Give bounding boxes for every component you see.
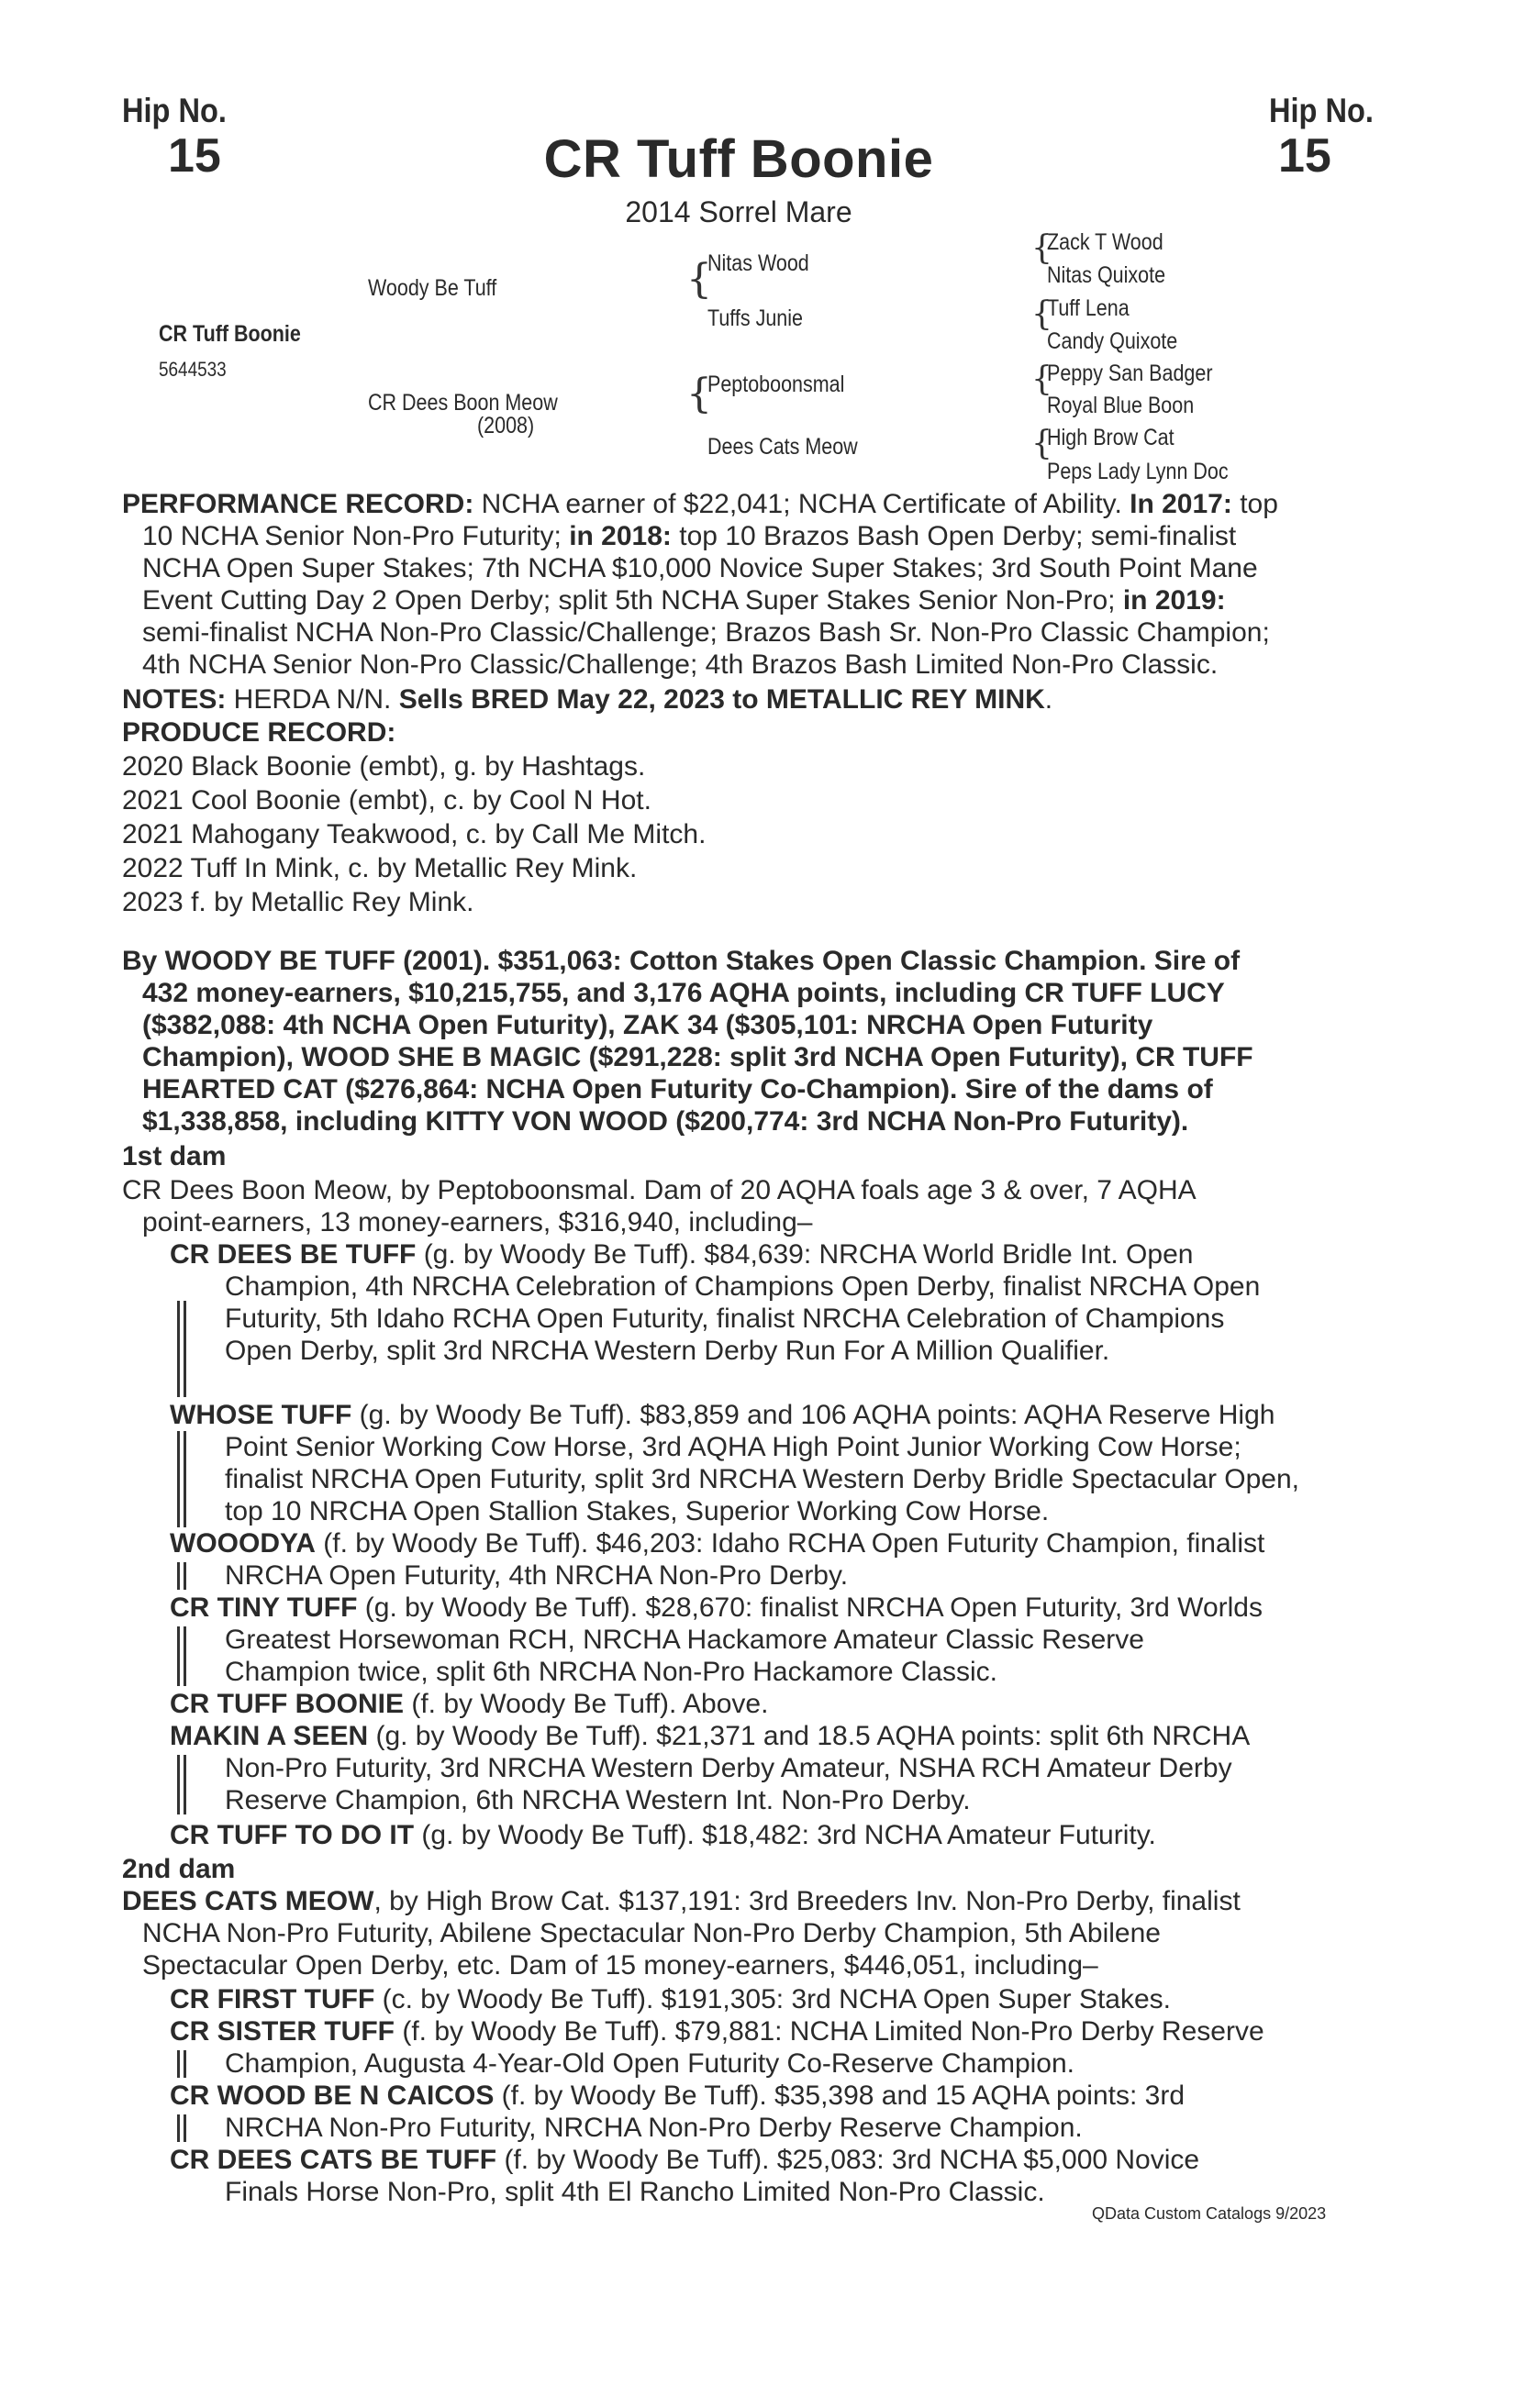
- produce-item: 2020 Black Boonie (embt), g. by Hashtags.: [122, 751, 646, 782]
- pedigree-g5: Peppy San Badger: [1047, 361, 1213, 386]
- foal-record: (g. by Woody Be Tuff). $21,371 and 18.5 AQHA points: split 6th NRCHA: [368, 1721, 1251, 1751]
- foal-name: CR SISTER TUFF: [170, 2016, 395, 2047]
- record-bar: [177, 1755, 180, 1814]
- second-dam-intro: NCHA Non-Pro Futurity, Abilene Spectacular Non-Pro Derby Champion, 5th Abilene: [142, 1918, 1161, 1948]
- foal-record: Futurity, 5th Idaho RCHA Open Futurity, finalist NRCHA Celebration of Champions: [225, 1304, 1225, 1334]
- year-label: In 2017:: [1130, 489, 1232, 519]
- record-bar: [184, 2050, 186, 2078]
- first-dam-intro: point-earners, 13 money-earners, $316,940, including–: [142, 1207, 813, 1237]
- foal-record: (f. by Woody Be Tuff). $35,398 and 15 AQHA points: 3rd: [494, 2081, 1186, 2111]
- record-bar: [177, 1626, 180, 1686]
- hip-label-right: Hip No.: [1269, 92, 1374, 129]
- performance-text: top 10 Brazos Bash Open Derby; semi-finalist: [671, 521, 1237, 551]
- performance-text: Event Cutting Day 2 Open Derby; split 5th NCHA Super Stakes Senior Non-Pro;: [142, 585, 1123, 616]
- bracket-g2: {: [1031, 295, 1052, 333]
- second-dam-name: DEES CATS MEOW: [122, 1886, 374, 1916]
- record-bar: [184, 1626, 186, 1686]
- foal-record: (g. by Woody Be Tuff). $84,639: NRCHA World Bridle Int. Open: [416, 1239, 1194, 1270]
- second-dam-intro: [122, 1885, 1241, 1917]
- sire-summary-line: ($382,088: 4th NCHA Open Futurity), ZAK 34 ($305,101: NRCHA Open Futurity: [142, 1010, 1153, 1040]
- catalog-footer: QData Custom Catalogs 9/2023: [1092, 2204, 1327, 2223]
- hip-number-right: 15: [1278, 129, 1331, 183]
- foal-record: NRCHA Non-Pro Futurity, NRCHA Non-Pro Derby Reserve Champion.: [225, 2113, 1083, 2143]
- foal-name: CR FIRST TUFF: [170, 1984, 375, 2014]
- sire-summary-line: By WOODY BE TUFF (2001). $351,063: Cotton Stakes Open Classic Champion. Sire of: [122, 946, 1241, 976]
- foal-name: CR TUFF TO DO IT: [170, 1820, 415, 1850]
- performance-text: top: [1231, 489, 1278, 519]
- foal-name: WHOSE TUFF: [170, 1400, 352, 1430]
- bracket-g4: {: [1031, 425, 1052, 462]
- foal-name: CR WOOD BE N CAICOS: [170, 2081, 495, 2111]
- pedigree-sire-dam: Tuffs Junie: [707, 305, 803, 331]
- pedigree-dam-dam: Dees Cats Meow: [707, 434, 858, 460]
- hip-label-left: Hip No.: [122, 92, 227, 129]
- performance-label: PERFORMANCE RECORD:: [122, 489, 474, 519]
- performance-text: NCHA earner of $22,041; NCHA Certificate of Ability.: [473, 489, 1130, 519]
- pedigree-g7: High Brow Cat: [1047, 425, 1174, 450]
- second-dam-intro: Spectacular Open Derby, etc. Dam of 15 money-earners, $446,051, including–: [142, 1950, 1098, 1981]
- foal-entry: [170, 1399, 1275, 1431]
- year-label: in 2018:: [569, 521, 672, 551]
- produce-item: 2023 f. by Metallic Rey Mink.: [122, 887, 474, 917]
- record-bar: [184, 2114, 186, 2142]
- pedigree-g4: Candy Quixote: [1047, 328, 1178, 354]
- sire-summary-line: 432 money-earners, $10,215,755, and 3,176 AQHA points, including CR TUFF LUCY: [142, 978, 1225, 1008]
- foal-record: Open Derby, split 3rd NRCHA Western Derby Run For A Million Qualifier.: [225, 1336, 1110, 1366]
- produce-item: 2021 Mahogany Teakwood, c. by Call Me Mitch.: [122, 819, 707, 849]
- pedigree-g2: Nitas Quixote: [1047, 262, 1166, 288]
- record-bar: [177, 1301, 180, 1397]
- foal-entry: [170, 1720, 1250, 1752]
- record-bar: [177, 2050, 180, 2078]
- foal-record: NRCHA Open Futurity, 4th NRCHA Non-Pro Derby.: [225, 1560, 849, 1591]
- foal-entry: [170, 1592, 1263, 1624]
- sire-summary-line: Champion), WOOD SHE B MAGIC ($291,228: split 3rd NCHA Open Futurity), CR TUFF: [142, 1042, 1253, 1072]
- hip-number-left: 15: [168, 129, 221, 183]
- foal-record: (c. by Woody Be Tuff). $191,305: 3rd NCHA Open Super Stakes.: [374, 1984, 1171, 2014]
- foal-record: (g. by Woody Be Tuff). $18,482: 3rd NCHA Amateur Futurity.: [414, 1820, 1156, 1850]
- pedigree-dam: CR Dees Boon Meow: [368, 390, 558, 416]
- notes-end: .: [1044, 684, 1053, 715]
- foal-record: Champion, Augusta 4-Year-Old Open Futurity Co-Reserve Champion.: [225, 2048, 1075, 2079]
- pedigree-horse: CR Tuff Boonie: [159, 321, 301, 347]
- foal-record: (g. by Woody Be Tuff). $28,670: finalist NRCHA Open Futurity, 3rd Worlds: [357, 1592, 1263, 1623]
- foal-record: Champion twice, split 6th NRCHA Non-Pro Hackamore Classic.: [225, 1657, 997, 1687]
- record-bar: [184, 1562, 186, 1590]
- foal-entry: [170, 1688, 768, 1720]
- pedigree-sire: Woody Be Tuff: [368, 275, 497, 301]
- pedigree-g8: Peps Lady Lynn Doc: [1047, 459, 1229, 484]
- foal-name: MAKIN A SEEN: [170, 1721, 369, 1751]
- foal-record: (f. by Woody Be Tuff). $46,203: Idaho RCHA Open Futurity Champion, finalist: [315, 1528, 1265, 1559]
- performance-text: 4th NCHA Senior Non-Pro Classic/Challenge; 4th Brazos Bash Limited Non-Pro Classic.: [142, 649, 1219, 680]
- foal-record: (g. by Woody Be Tuff). $83,859 and 106 AQHA points: AQHA Reserve High: [351, 1400, 1275, 1430]
- foal-record: finalist NRCHA Open Futurity, split 3rd NRCHA Western Derby Bridle Spectacular Open,: [225, 1464, 1299, 1494]
- pedigree-g6: Royal Blue Boon: [1047, 393, 1195, 418]
- pedigree-dam-sire: Peptoboonsmal: [707, 372, 845, 397]
- foal-record: (f. by Woody Be Tuff). $25,083: 3rd NCHA $5,000 Novice: [496, 2145, 1200, 2175]
- record-bar: [177, 1431, 180, 1527]
- foal-entry: [170, 1527, 1264, 1559]
- foal-entry: [170, 2144, 1199, 2176]
- second-dam-text: , by High Brow Cat. $137,191: 3rd Breeders Inv. Non-Pro Derby, finalist: [373, 1886, 1241, 1916]
- foal-name: CR DEES BE TUFF: [170, 1239, 417, 1270]
- sire-summary-line: $1,338,858, including KITTY VON WOOD ($200,774: 3rd NCHA Non-Pro Futurity).: [142, 1106, 1189, 1137]
- foal-entry: [170, 1983, 1171, 2015]
- foal-record: Reserve Champion, 6th NRCHA Western Int. Non-Pro Derby.: [225, 1785, 971, 1815]
- produce-item: 2022 Tuff In Mink, c. by Metallic Rey Mink.: [122, 853, 638, 883]
- foal-record: top 10 NRCHA Open Stallion Stakes, Superior Working Cow Horse.: [225, 1496, 1050, 1526]
- foal-record: (f. by Woody Be Tuff). $79,881: NCHA Limited Non-Pro Derby Reserve: [395, 2016, 1264, 2047]
- pedigree-g1: Zack T Wood: [1047, 229, 1163, 255]
- horse-name-title: CR Tuff Boonie: [543, 129, 934, 189]
- foal-record: (f. by Woody Be Tuff). Above.: [404, 1689, 769, 1719]
- performance-text: NCHA Open Super Stakes; 7th NCHA $10,000 Novice Super Stakes; 3rd South Point Mane: [142, 553, 1258, 583]
- notes-text: HERDA N/N.: [226, 684, 399, 715]
- produce-label: PRODUCE RECORD:: [122, 717, 396, 748]
- produce-item: 2021 Cool Boonie (embt), c. by Cool N Hot.: [122, 785, 651, 816]
- year-label: in 2019:: [1122, 585, 1226, 616]
- foal-entry: [170, 2080, 1185, 2112]
- record-bar: [184, 1755, 186, 1814]
- notes: [122, 683, 1052, 716]
- bracket-dam: {: [686, 371, 712, 417]
- foal-entry: [170, 1238, 1193, 1271]
- bracket-g3: {: [1031, 361, 1052, 398]
- foal-name: CR DEES CATS BE TUFF: [170, 2145, 497, 2175]
- foal-name: CR TINY TUFF: [170, 1592, 358, 1623]
- second-dam-heading: 2nd dam: [122, 1854, 236, 1884]
- pedigree-sire-sire: Nitas Wood: [707, 250, 809, 276]
- performance-text: semi-finalist NCHA Non-Pro Classic/Challenge; Brazos Bash Sr. Non-Pro Classic Champion;: [142, 617, 1270, 648]
- first-dam-heading: 1st dam: [122, 1141, 227, 1171]
- performance-text: 10 NCHA Senior Non-Pro Futurity;: [142, 521, 570, 551]
- registration-number: 5644533: [159, 358, 227, 381]
- foal-record: Point Senior Working Cow Horse, 3rd AQHA High Point Junior Working Cow Horse;: [225, 1432, 1241, 1462]
- foal-record: Greatest Horsewoman RCH, NRCHA Hackamore Amateur Classic Reserve: [225, 1625, 1144, 1655]
- first-dam-intro: CR Dees Boon Meow, by Peptoboonsmal. Dam of 20 AQHA foals age 3 & over, 7 AQHA: [122, 1175, 1197, 1205]
- pedigree-dam-year: (2008): [477, 413, 535, 438]
- record-bar: [177, 1562, 180, 1590]
- record-bar: [184, 1301, 186, 1397]
- foal-name: WOOODYA: [170, 1528, 316, 1559]
- sire-summary-line: HEARTED CAT ($276,864: NCHA Open Futurity Co-Champion). Sire of the dams of: [142, 1074, 1213, 1104]
- foal-entry: [170, 1819, 1156, 1851]
- bracket-sire: {: [686, 256, 712, 303]
- foal-entry: [170, 2015, 1264, 2047]
- notes-label: NOTES:: [122, 684, 227, 715]
- foal-record: Champion, 4th NRCHA Celebration of Champions Open Derby, finalist NRCHA Open: [225, 1271, 1261, 1302]
- record-bar: [184, 1431, 186, 1527]
- foal-record: Non-Pro Futurity, 3rd NRCHA Western Derby Amateur, NSHA RCH Amateur Derby: [225, 1753, 1232, 1783]
- foal-record: Finals Horse Non-Pro, split 4th El Rancho Limited Non-Pro Classic.: [225, 2177, 1045, 2207]
- record-bar: [177, 2114, 180, 2142]
- foal-name: CR TUFF BOONIE: [170, 1689, 404, 1719]
- bred-status: Sells BRED May 22, 2023 to METALLIC REY MINK: [398, 684, 1045, 715]
- pedigree-g3: Tuff Lena: [1047, 295, 1130, 321]
- bracket-g1: {: [1031, 229, 1052, 267]
- horse-description: 2014 Sorrel Mare: [625, 195, 852, 228]
